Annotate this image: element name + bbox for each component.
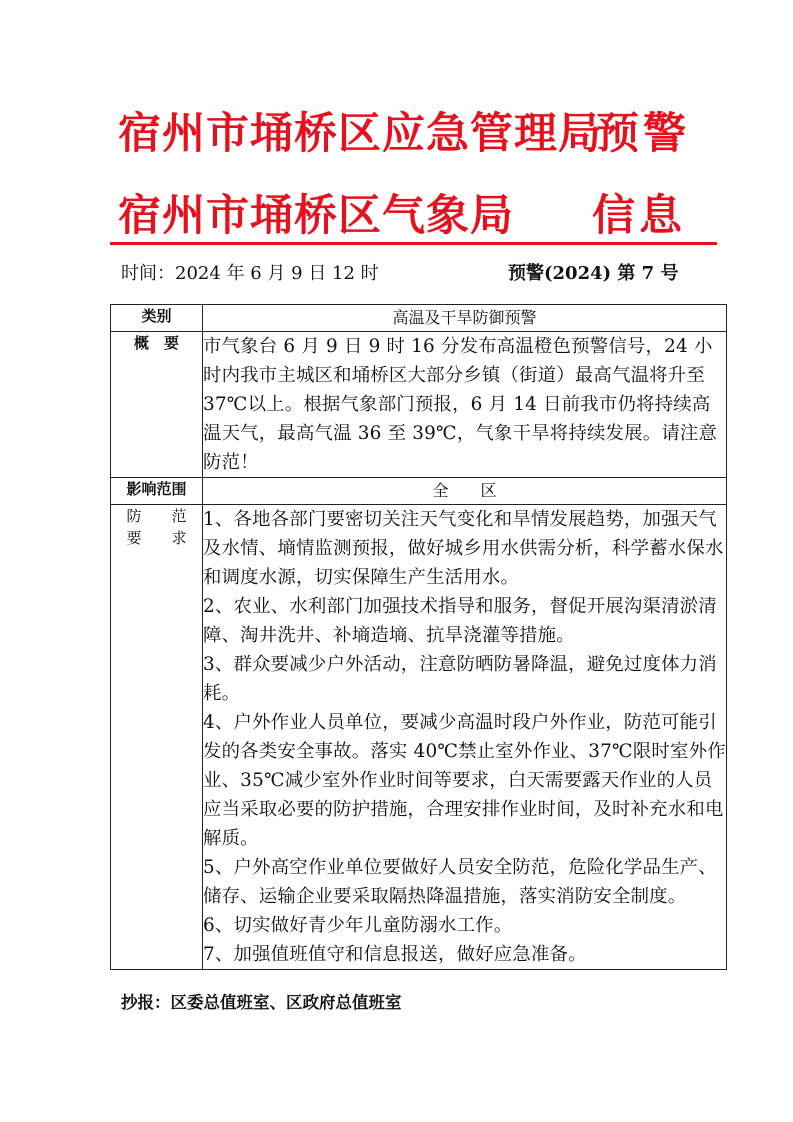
cc-recipients: 抄报：区委总值班室、区政府总值班室 — [121, 993, 402, 1012]
list-item: 1、各地各部门要密切关注天气变化和旱情发展趋势，加强天气及水情、墒情监测预报，做好城乡用水供需分析，科学蓄水保水和调度水源，切实保障生产生活用水。 — [203, 509, 724, 588]
list-item: 3、群众要减少户外活动，注意防晒防暑降温，避免过度体力消耗。 — [203, 654, 717, 704]
defense-label-line1: 防 范 — [126, 507, 187, 525]
issue-time: 时间：2024 年 6 月 9 日 12 时 — [121, 263, 379, 284]
defense-label-line2: 要 求 — [126, 529, 187, 547]
issuer-title-emergency: 宿州市埇桥区应急管理局 — [118, 109, 602, 159]
header-divider — [110, 242, 717, 245]
summary-text: 市气象台 6 月 9 日 9 时 16 分发布高温橙色预警信号，24 小时内我市主城区和埇桥区大部分乡镇（街道）最高气温将升至 37℃以上。根据气象部门预报，6 月 14 日前我市仍将持续高温天气，最高气温 36 至 39℃，气象干旱将持续发展。请注意防范！ — [203, 332, 727, 478]
list-item: 7、加强值班值守和信息报送，做好应急准备。 — [203, 944, 587, 965]
table-row-summary — [111, 332, 727, 478]
category-label: 类别 — [111, 305, 203, 332]
issuer-title-weather: 宿州市埇桥区气象局 — [118, 191, 514, 241]
scope-label: 影响范围 — [111, 478, 203, 505]
warning-table — [110, 304, 727, 970]
scope-value: 全 区 — [203, 478, 727, 505]
issue-number: 预警(2024) 第 7 号 — [508, 263, 679, 284]
table-row-category — [111, 305, 727, 332]
header-tag-info: 信息 — [592, 191, 686, 241]
list-item: 5、户外高空作业单位要做好人员安全防范，危险化学品生产、储存、运输企业要采取隔热降温措施，落实消防安全制度。 — [203, 857, 717, 907]
table-row-scope — [111, 478, 727, 505]
table-row-defense — [111, 505, 727, 970]
summary-label: 概 要 — [111, 332, 203, 478]
defense-label — [111, 505, 203, 970]
list-item: 6、切实做好青少年儿童防溺水工作。 — [203, 915, 513, 936]
list-item: 4、户外作业人员单位，要减少高温时段户外作业，防范可能引发的各类安全事故。落实 40℃禁止室外作业、37℃限时室外作业、35℃减少室外作业时间等要求，白天需要露天作业的人员应当采取必要的防护措施，合理安排作业时间，及时补充水和电解质。 — [203, 712, 726, 849]
category-value: 高温及干旱防御预警 — [203, 305, 727, 332]
header-tag-warning: 预警 — [596, 109, 690, 159]
defense-items — [203, 505, 727, 970]
list-item: 2、农业、水利部门加强技术指导和服务，督促开展沟渠清淤清障、淘井洗井、补墒造墒、抗旱浇灌等措施。 — [203, 596, 717, 646]
